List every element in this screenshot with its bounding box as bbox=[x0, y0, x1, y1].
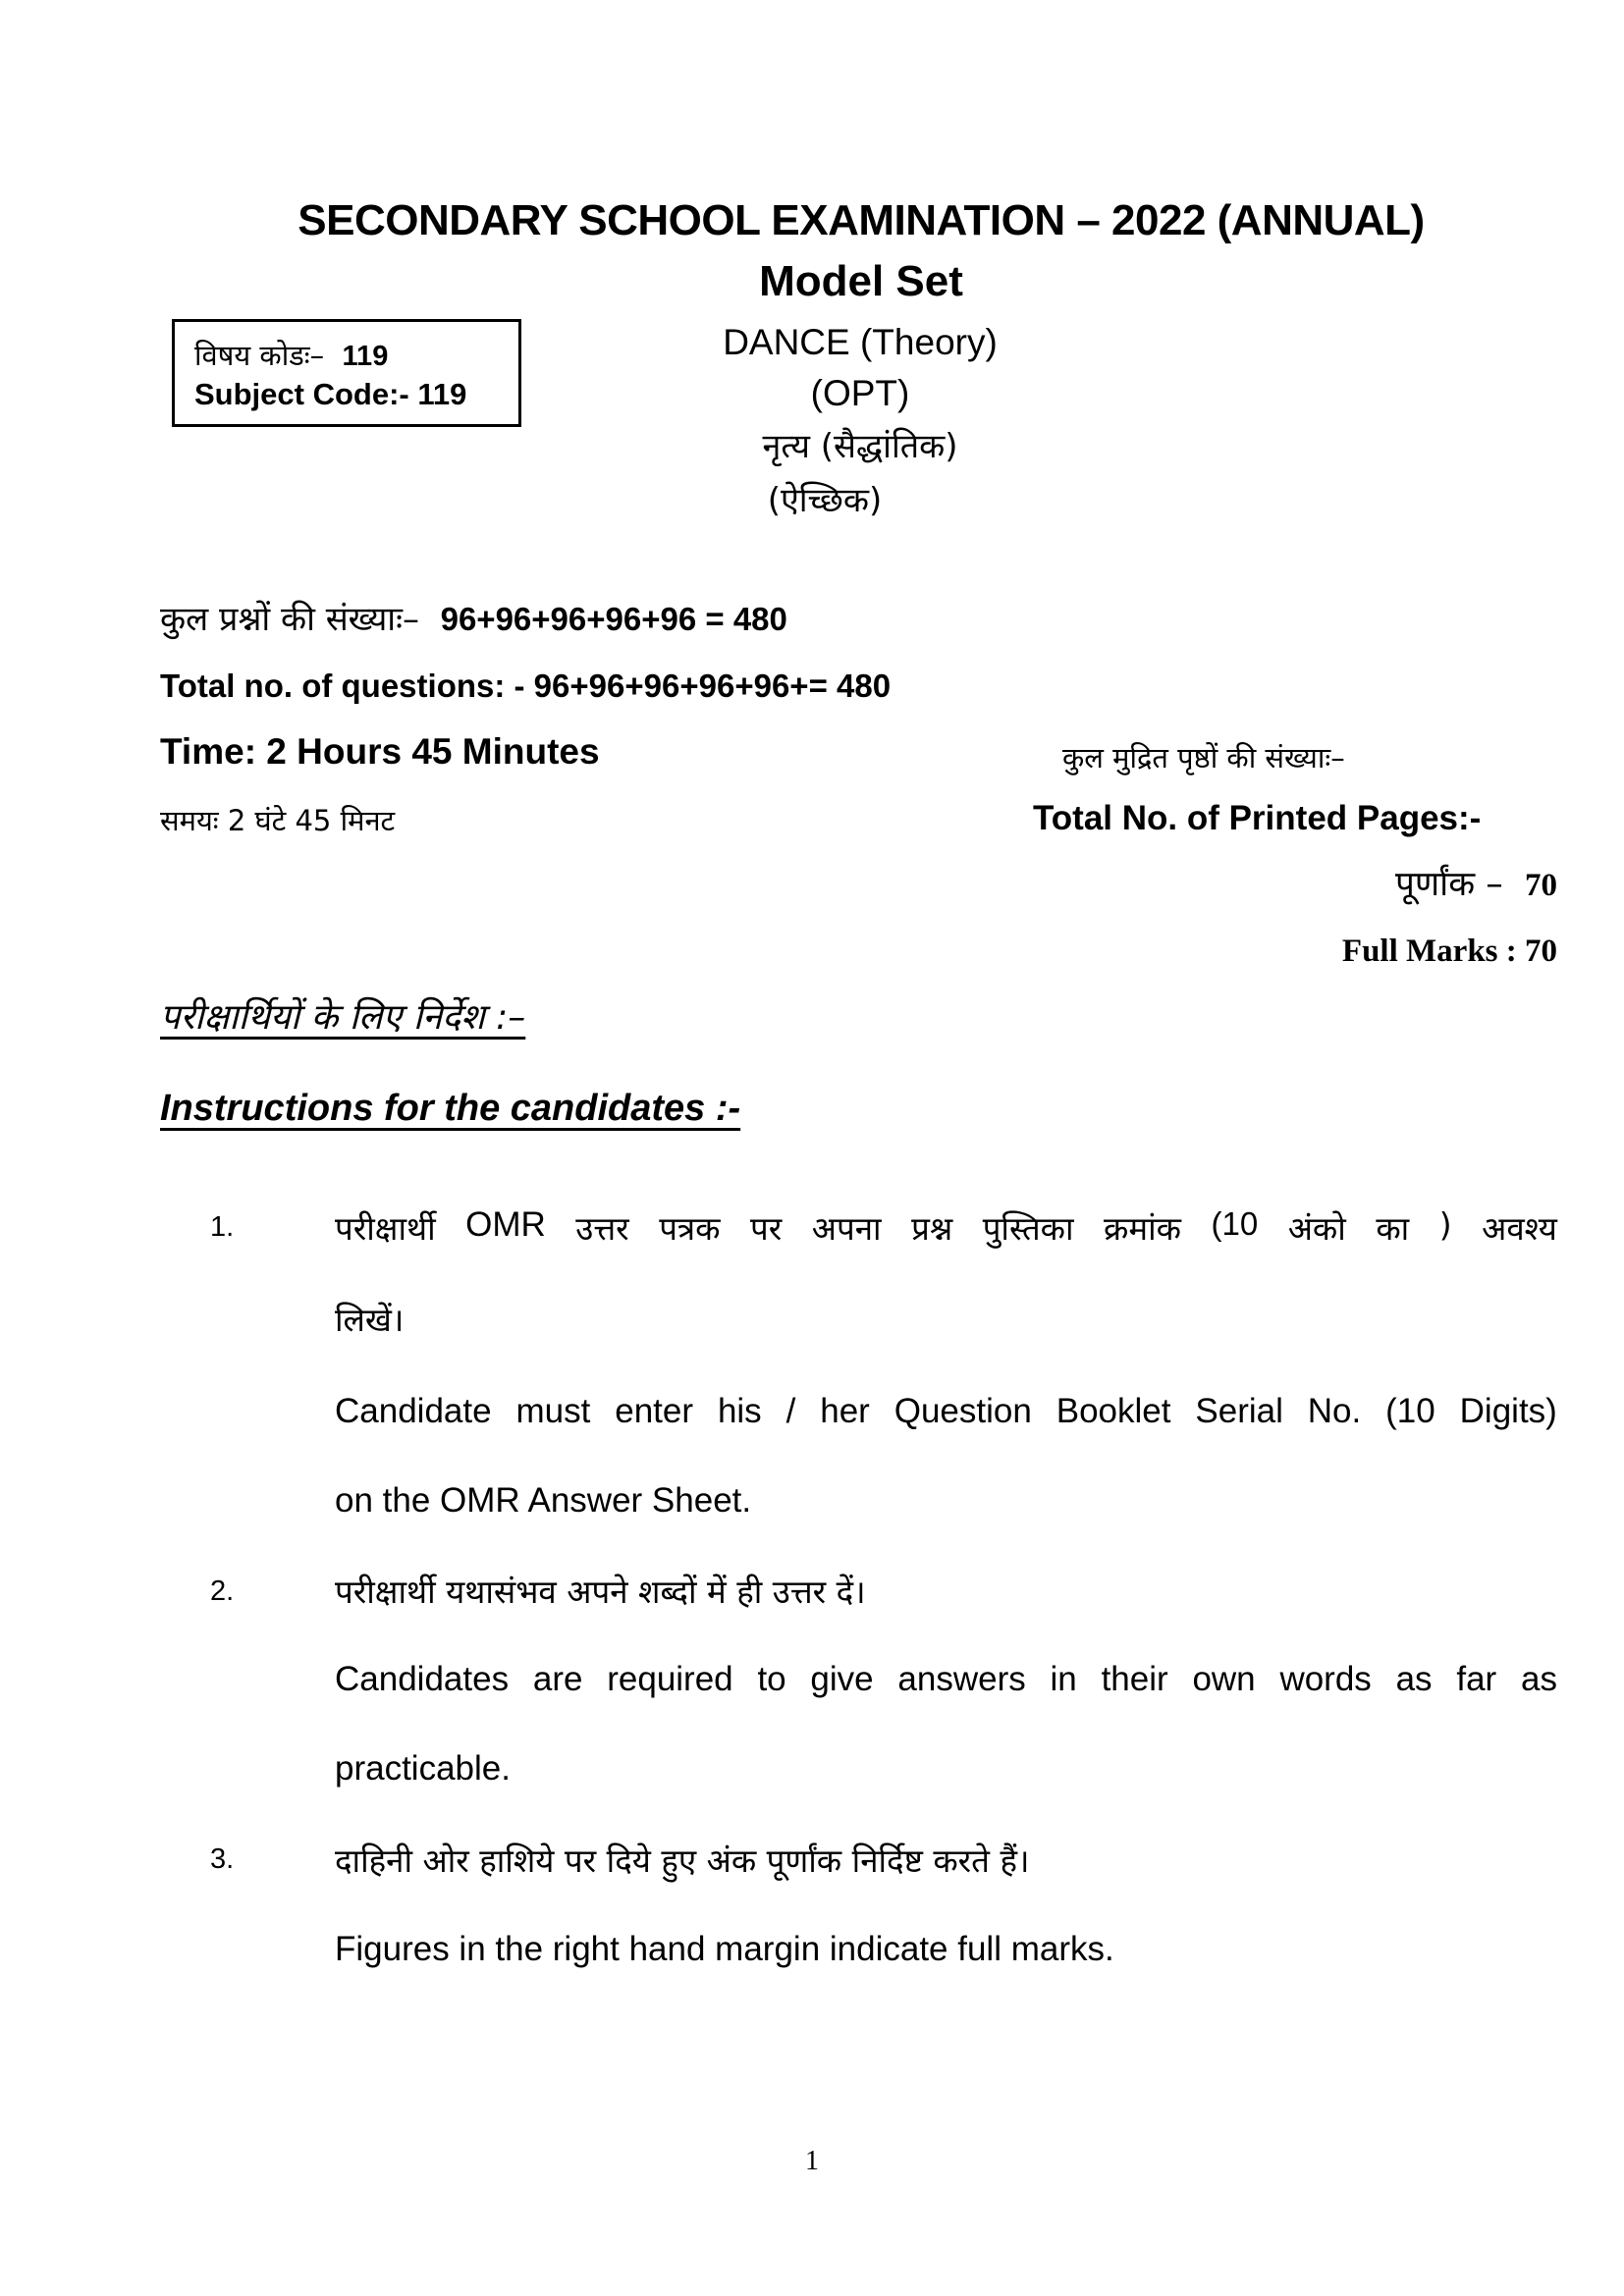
subject-code-hindi bbox=[194, 336, 388, 374]
word: का bbox=[1376, 1209, 1410, 1248]
word: far bbox=[1456, 1660, 1497, 1698]
word: / bbox=[785, 1392, 796, 1430]
instruction-number-1: 1. bbox=[210, 1211, 235, 1243]
word: are bbox=[532, 1660, 583, 1698]
instruction-1-english-line1 bbox=[335, 1392, 1557, 1431]
printed-pages-english: Total No. of Printed Pages:- bbox=[1033, 799, 1482, 837]
instructions-heading-hindi: परीक्षार्थियों के लिए निर्देश :– bbox=[160, 997, 526, 1038]
printed-pages-hindi: कुल मुद्रित पृष्ठों की संख्याः– bbox=[1062, 741, 1345, 774]
total-questions-hindi-value: 96+96+96+96+96 = 480 bbox=[440, 601, 787, 637]
subject-hindi-name: नृत्य (सैद्धांतिक) bbox=[762, 427, 958, 466]
word: to bbox=[757, 1660, 786, 1698]
word: प्रश्न bbox=[911, 1209, 953, 1248]
word: Serial bbox=[1195, 1392, 1283, 1430]
word: required bbox=[607, 1660, 733, 1698]
full-marks-hindi-label: पूर्णांक – bbox=[1394, 865, 1503, 904]
word: पुस्तिका bbox=[982, 1209, 1074, 1248]
word: अपना bbox=[811, 1209, 882, 1248]
word: in bbox=[1050, 1660, 1077, 1698]
word: give bbox=[810, 1660, 874, 1698]
word: पत्रक bbox=[659, 1209, 721, 1248]
time-hindi: समयः 2 घंटे 45 मिनट bbox=[160, 804, 396, 837]
word: as bbox=[1395, 1660, 1433, 1698]
full-marks-hindi bbox=[1395, 860, 1557, 906]
full-marks-english: Full Marks : 70 bbox=[1341, 934, 1557, 969]
instruction-number-3: 3. bbox=[210, 1843, 235, 1875]
word: अंको bbox=[1287, 1209, 1346, 1248]
word: Candidate bbox=[335, 1392, 492, 1430]
word: enter bbox=[615, 1392, 694, 1430]
word: own bbox=[1192, 1660, 1256, 1698]
instruction-3-hindi-line1: दाहिनी ओर हाशिये पर दिये हुए अंक पूर्णांक निर्दिष्ट करते हैं। bbox=[335, 1842, 1030, 1880]
word: (10 bbox=[1385, 1392, 1435, 1430]
subject-code-hindi-label: विषय कोडः– bbox=[194, 339, 325, 372]
instructions-heading-english: Instructions for the candidates :- bbox=[160, 1088, 741, 1129]
subject-code-hindi-value: 119 bbox=[342, 341, 389, 372]
instruction-2-hindi-line1: परीक्षार्थी यथासंभव अपने शब्दों में ही उत्तर दें। bbox=[335, 1573, 866, 1611]
word: words bbox=[1279, 1660, 1372, 1698]
instruction-1-hindi-line1 bbox=[335, 1205, 1557, 1250]
subject-code-box bbox=[172, 319, 521, 427]
instruction-2-english-line1 bbox=[335, 1660, 1557, 1699]
subject-hindi-type: (ऐच्छिक) bbox=[767, 481, 883, 520]
word: No. bbox=[1307, 1392, 1362, 1430]
subject-code-english: Subject Code:- 119 bbox=[194, 377, 467, 411]
word: Booklet bbox=[1056, 1392, 1171, 1430]
word: उत्तर bbox=[575, 1209, 629, 1248]
instruction-1-hindi-line2: लिखें। bbox=[335, 1301, 405, 1339]
total-questions-hindi bbox=[160, 595, 787, 640]
subject-english-type: (OPT) bbox=[810, 373, 910, 413]
word: must bbox=[515, 1392, 591, 1430]
page-number: 1 bbox=[805, 2146, 819, 2176]
subject-english-name: DANCE (Theory) bbox=[723, 322, 998, 362]
word: Digits) bbox=[1459, 1392, 1557, 1430]
word: ) bbox=[1438, 1205, 1452, 1244]
word: क्रमांक bbox=[1104, 1209, 1182, 1248]
word: her bbox=[820, 1392, 870, 1430]
instruction-3-english-line1: Figures in the right hand margin indicate full marks. bbox=[335, 1930, 1114, 1968]
word: (10 bbox=[1211, 1205, 1259, 1242]
total-questions-english: Total no. of questions: - 96+96+96+96+96+= 480 bbox=[160, 667, 892, 704]
word: his bbox=[717, 1392, 762, 1430]
word: OMR bbox=[465, 1205, 546, 1244]
exam-title: SECONDARY SCHOOL EXAMINATION – 2022 (ANNUAL) bbox=[298, 196, 1425, 244]
word: their bbox=[1101, 1660, 1168, 1698]
word: as bbox=[1520, 1660, 1557, 1698]
instruction-2-english-line2: practicable. bbox=[335, 1749, 511, 1788]
word: पर bbox=[750, 1209, 783, 1248]
word: अवश्य bbox=[1482, 1209, 1557, 1248]
full-marks-hindi-value: 70 bbox=[1525, 868, 1557, 903]
time-english: Time: 2 Hours 45 Minutes bbox=[160, 731, 600, 772]
word: Question bbox=[893, 1392, 1032, 1430]
word: answers bbox=[897, 1660, 1026, 1698]
total-questions-hindi-label: कुल प्रश्नों की संख्याः– bbox=[160, 600, 419, 639]
word: Candidates bbox=[335, 1660, 510, 1698]
model-set-subtitle: Model Set bbox=[759, 257, 963, 305]
word: परीक्षार्थी bbox=[335, 1209, 436, 1248]
instruction-number-2: 2. bbox=[210, 1575, 235, 1607]
instruction-1-english-line2: on the OMR Answer Sheet. bbox=[335, 1481, 752, 1520]
